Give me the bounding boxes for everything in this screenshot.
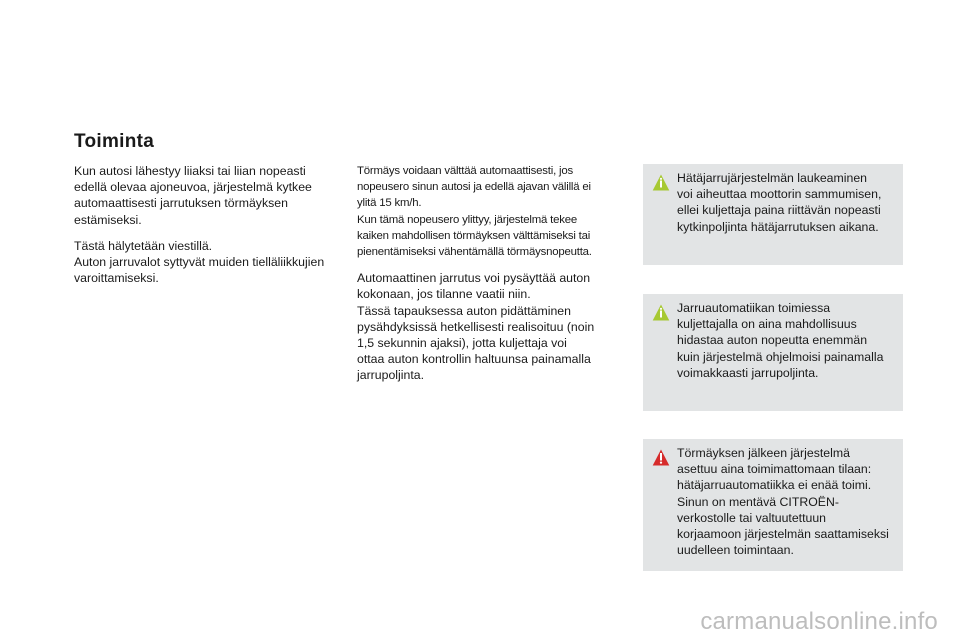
note-text: Törmäyksen jälkeen järjestelmä asettuu aina toimimattomaan tilaan: hätäjarruautomatiikka ei enää toimi. Sinun on mentävä CITROËN- verkostolle tai valtuutettuun korjaamoon järjestelmän saattamiseksi uudelleen toimintaan. [677, 446, 889, 558]
watermark: carmanualsonline.info [700, 608, 938, 635]
warning-note-box [643, 439, 903, 571]
info-note-box [643, 164, 903, 265]
info-icon [652, 304, 670, 322]
paragraph: Kun autosi lähestyy liiaksi tai liian nopeasti edellä olevaa ajoneuvoa, järjestelmä kytkee automaattisesti jarrutuksen törmäyksen estämiseksi. [74, 164, 312, 227]
info-note-box [643, 294, 903, 411]
text-column-left [74, 163, 336, 296]
paragraph: Törmäys voidaan välttää automaattisesti, jos nopeusero sinun autosi ja edellä ajavan välillä ei ylitä 15 km/h. Kun tämä nopeusero ylittyy, järjestelmä tekee kaiken mahdollisen törmäyksen välttämiseksi tai pienentämiseksi vähentämällä törmäysnopeutta. [357, 165, 592, 259]
paragraph: Automaattinen jarrutus voi pysäyttää auton kokonaan, jos tilanne vaatii niin. Tässä tapauksessa auton pidättäminen pysähdyksissä hetkellisesti realisoituu (noin 1,5 sekunnin ajaksi), jotta kuljettaja voi ottaa auton kontrollin haltuunsa painamalla jarrupoljinta. [357, 271, 595, 383]
page-title: Toiminta [74, 131, 155, 152]
warning-icon [652, 449, 670, 467]
note-text: Hätäjarrujärjestelmän laukeaminen voi aiheuttaa moottorin sammumisen, ellei kuljettaja paina riittävän nopeasti kytkinpoljinta hätäjarrutuksen aikana. [677, 171, 882, 234]
note-text: Jarruautomatiikan toimiessa kuljettajalla on aina mahdollisuus hidastaa auton nopeutta enemmän kuin järjestelmä ohjelmoisi painamalla voimakkaasti jarrupoljinta. [677, 301, 884, 380]
text-column-middle [357, 163, 609, 394]
paragraph: Tästä hälytetään viestillä. Auton jarruvalot syttyvät muiden tielläliikkujien varoittamiseksi. [74, 238, 325, 286]
info-icon [652, 174, 670, 192]
